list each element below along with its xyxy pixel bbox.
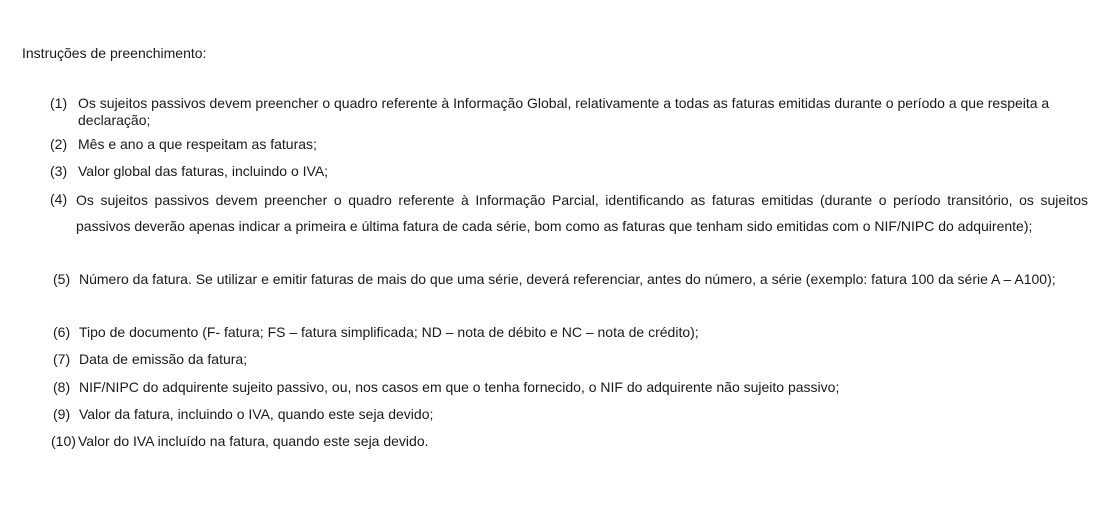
item-text: Os sujeitos passivos devem preencher o quadro referente à Informação Parcial, identificando as faturas emitidas (durante o período transitório, os sujeitos passivos deverão apenas indicar a primeira e última fatura de cada série, bom como as faturas que tenham sido emitidas com o NIF/NIPC do adquirente); <box>76 192 1088 234</box>
item-text: Mês e ano a que respeitam as faturas; <box>78 136 317 152</box>
instruction-item-3 <box>50 163 1080 180</box>
item-number: (3) <box>50 163 68 179</box>
instruction-item-6 <box>53 324 1083 341</box>
item-number: (5) <box>53 271 71 287</box>
item-text: Data de emissão da fatura; <box>79 351 248 367</box>
item-text: Os sujeitos passivos devem preencher o quadro referente à Informação Global, relativamente a todas as faturas emitidas durante o período a que respeita a declaração; <box>78 95 1050 128</box>
instructions-heading: Instruções de preenchimento: <box>22 45 207 61</box>
instruction-item-5 <box>53 271 1083 316</box>
item-text: Número da fatura. Se utilizar e emitir faturas de mais do que uma série, deverá referenciar, antes do número, a série (exemplo: fatura 100 da série A – A100); <box>79 271 1056 287</box>
instruction-item-4 <box>50 191 1090 261</box>
instruction-item-10 <box>51 433 1081 450</box>
instruction-item-2 <box>50 136 1080 153</box>
item-text: Valor da fatura, incluindo o IVA, quando este seja devido; <box>79 406 434 422</box>
item-text: NIF/NIPC do adquirente sujeito passivo, ou, nos casos em que o tenha fornecido, o NIF do adquirente não sujeito passivo; <box>79 379 840 395</box>
item-number: (2) <box>50 136 68 152</box>
item-number: (8) <box>53 379 71 395</box>
instruction-item-8 <box>53 379 1083 396</box>
instruction-item-7 <box>53 351 1083 368</box>
item-number: (10) <box>51 433 76 449</box>
instruction-item-1 <box>50 95 1080 129</box>
item-number: (4) <box>50 191 68 207</box>
item-text: Tipo de documento (F- fatura; FS – fatura simplificada; ND – nota de débito e NC – nota de crédito); <box>79 324 699 340</box>
item-text: Valor do IVA incluído na fatura, quando este seja devido. <box>78 433 429 449</box>
item-text: Valor global das faturas, incluindo o IVA; <box>78 163 329 179</box>
item-number: (9) <box>53 406 71 422</box>
item-number: (7) <box>53 351 71 367</box>
item-number: (1) <box>50 95 68 111</box>
instruction-item-9 <box>53 406 1083 423</box>
item-number: (6) <box>53 324 71 340</box>
